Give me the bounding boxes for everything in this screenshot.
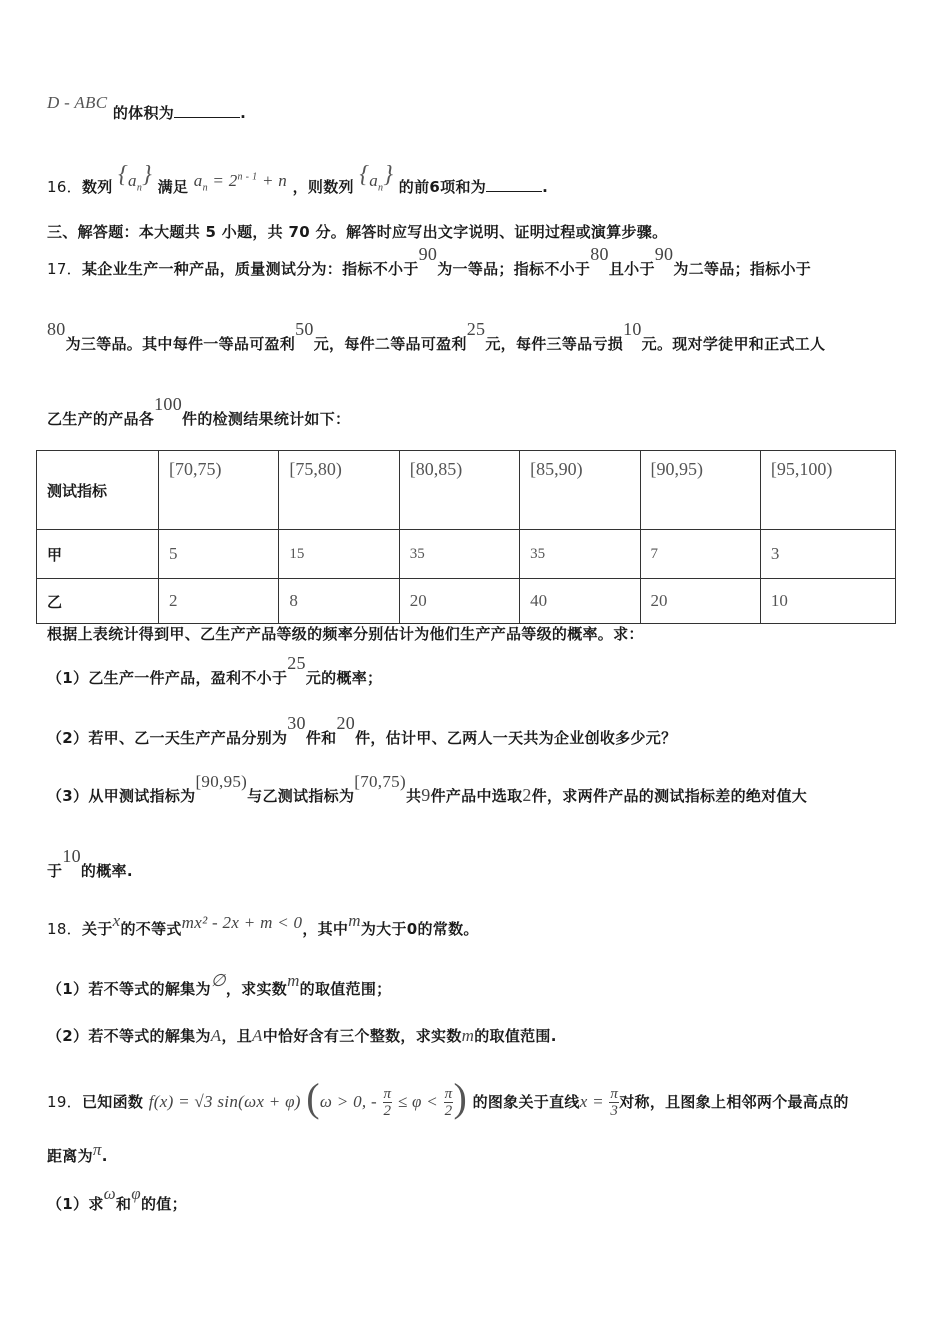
q18-part1: （1）若不等式的解集为∅，求实数m的取值范围；: [47, 971, 392, 998]
answer-blank[interactable]: [486, 179, 542, 192]
test-results-table: [36, 450, 896, 624]
interval-cell: [90,95): [640, 451, 760, 530]
q18-part2: （2）若不等式的解集为A，且A中恰好含有三个整数，求实数m的取值范围.: [47, 1026, 557, 1045]
table-header-label: 测试指标: [37, 451, 159, 530]
q19-part1: （1）求ω和φ的值；: [47, 1184, 187, 1213]
q17-part1: （1）乙生产一件产品，盈利不小于25元的概率；: [47, 653, 383, 687]
table-cell: 7: [640, 530, 760, 579]
row-label: 乙: [37, 579, 159, 624]
seq-formula: $a_n = 2^{n - 1} + n$: [193, 171, 288, 194]
table-cell: 35: [399, 530, 519, 579]
q19-line2: 距离为π.: [47, 1140, 108, 1165]
q17-after-table: 根据上表统计得到甲、乙生产产品等级的频率分别估计为他们生产产品等级的概率。求：: [47, 625, 644, 643]
table-row: [37, 579, 896, 624]
table-cell: 3: [760, 530, 895, 579]
row-label: 甲: [37, 530, 159, 579]
table-cell: 2: [159, 579, 279, 624]
question-number: 16．: [47, 178, 82, 196]
table-row: [37, 530, 896, 579]
q17-part3-cont: 于10的概率.: [47, 846, 133, 880]
table-header-row: [37, 451, 896, 530]
table-cell: 20: [399, 579, 519, 624]
table-cell: 5: [159, 530, 279, 579]
seq-a-n: $\{a_n\}$: [118, 162, 153, 194]
fraction-pi-over-2: $\frac{\pi}{2}$: [383, 1086, 392, 1119]
q18-line: 18．关于x的不等式mx² - 2x + m < 0，其中m为大于0的常数。: [47, 911, 479, 938]
table-cell: 35: [520, 530, 640, 579]
interval-cell: [80,85): [399, 451, 519, 530]
fraction-pi-over-2: $\frac{\pi}{2}$: [444, 1086, 453, 1119]
table-cell: 8: [279, 579, 399, 624]
q19-line: 19．已知函数 f(x) = √3 sin(ωx + φ) (ω > 0, - $\frac{\pi}{2}$ ≤ φ < $\frac{\pi}{2}$ ) 的图象关于直线x = $\frac{\pi}{3}$ 对称，且图象上相邻两个最高点的: [47, 1075, 849, 1120]
answer-blank[interactable]: [174, 105, 240, 118]
function-formula: f(x) = √3 sin(ωx + φ): [148, 1092, 301, 1111]
q17-line3: 乙生产的产品各100件的检测结果统计如下：: [47, 394, 351, 428]
table-cell: 10: [760, 579, 895, 624]
q17-part2: （2）若甲、乙一天生产产品分别为30件和20件，估计甲、乙两人一天共为企业创收多少元？: [47, 713, 677, 747]
q15-text: 的体积为: [112, 104, 175, 122]
tetra-name: D - ABC: [47, 93, 108, 112]
interval-cell: [75,80): [279, 451, 399, 530]
question-number: 17．: [47, 260, 82, 278]
interval-cell: [85,90): [520, 451, 640, 530]
interval-cell: [95,100): [760, 451, 895, 530]
q16-line: 16．数列 $\{a_n\}$ 满足 $a_n = 2^{n - 1} + n$ ，则数列 $\{a_n\}$ 的前6项和为 .: [47, 162, 549, 196]
seq-a-n-2: $\{a_n\}$: [359, 162, 394, 194]
fraction-pi-over-3: $\frac{\pi}{3}$: [610, 1086, 619, 1119]
table-cell: 20: [640, 579, 760, 624]
question-number: 18．: [47, 920, 82, 938]
table-cell: 15: [279, 530, 399, 579]
q17-line2: 80为三等品。其中每件一等品可盈利50元，每件二等品可盈利25元，每件三等品亏损10元。现对学徒甲和正式工人: [47, 319, 826, 353]
q17-part3: （3）从甲测试指标为[90,95)与乙测试指标为[70,75)共9件产品中选取2件，求两件产品的测试指标差的绝对值大: [47, 772, 808, 805]
q15-tail-line: D - ABC 的体积为 .: [47, 93, 247, 122]
question-number: 19．: [47, 1093, 82, 1111]
table-cell: 40: [520, 579, 640, 624]
section-title: 三、解答题：本大题共 5 小题，共 70 分。解答时应写出文字说明、证明过程或演算步骤。: [47, 223, 668, 241]
q17-line1: 17．某企业生产一种产品，质量测试分为：指标不小于90为一等品；指标不小于80且小于90为二等品；指标小于: [47, 244, 812, 278]
interval-cell: [70,75): [159, 451, 279, 530]
